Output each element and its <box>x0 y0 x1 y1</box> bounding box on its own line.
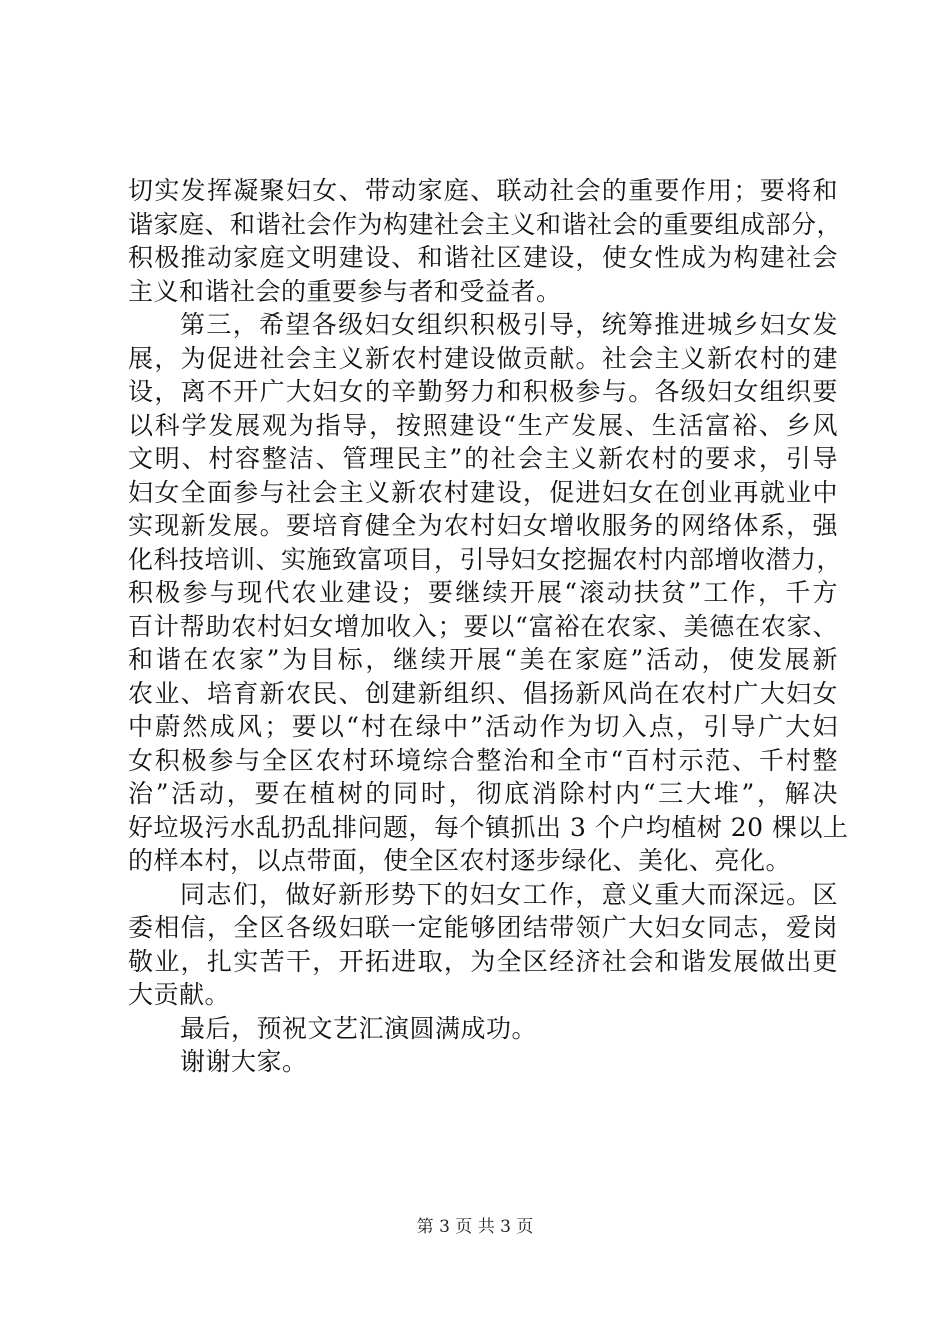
text-line: 实现新发展。要培育健全为农村妇女增收服务的网络体系，强 <box>128 511 838 540</box>
text-line: 以科学发展观为指导，按照建设“生产发展、生活富裕、乡风 <box>128 410 838 440</box>
paragraph-start-line: 最后，预祝文艺汇演圆满成功。 <box>180 1013 538 1043</box>
text-line: 的样本村，以点带面，使全区农村逐步绿化、美化、亮化。 <box>128 846 792 875</box>
text-line: 委相信，全区各级妇联一定能够团结带领广大妇女同志，爱岗 <box>128 913 838 942</box>
text-line: 女积极参与全区农村环境综合整治和全市“百村示范、千村整 <box>128 745 838 775</box>
page-footer <box>0 1216 950 1238</box>
text-line: 中蔚然成风；要以“村在绿中”活动作为切入点，引导广大妇 <box>128 712 838 741</box>
paragraph-start-line: 第三，希望各级妇女组织积极引导，统筹推进城乡妇女发 <box>180 310 838 339</box>
text-line: 谐家庭、和谐社会作为构建社会主义和谐社会的重要组成部分， <box>128 209 843 239</box>
document-body <box>128 174 849 1079</box>
text-line: 农业、培育新农民、创建新组织、倡扬新风尚在农村广大妇女 <box>128 678 838 708</box>
paragraph-start-line: 同志们，做好新形势下的妇女工作，意义重大而深远。区 <box>180 879 838 909</box>
page-number-label: 第 3 页 共 3 页 <box>416 1217 534 1237</box>
text-line: 大贡献。 <box>128 980 231 1009</box>
paragraph-start-line: 谢谢大家。 <box>180 1047 308 1076</box>
text-line: 治”活动，要在植树的同时，彻底消除村内“三大堆”，解决 <box>128 779 838 808</box>
text-line: 化科技培训、实施致富项目，引导妇女挖掘农村内部增收潜力， <box>128 544 843 574</box>
text-line: 敬业，扎实苦干，开拓进取，为全区经济社会和谐发展做出更 <box>128 946 838 976</box>
text-line: 文明、村容整洁、管理民主”的社会主义新农村的要求，引导 <box>128 444 838 473</box>
text-line: 百计帮助农村妇女增加收入；要以“富裕在农家、美德在农家、 <box>128 611 838 641</box>
text-line: 积极推动家庭文明建设、和谐社区建设，使女性成为构建社会 <box>128 243 838 272</box>
text-line: 积极参与现代农业建设；要继续开展“滚动扶贫”工作，千方 <box>128 578 838 607</box>
text-line: 妇女全面参与社会主义新农村建设，促进妇女在创业再就业中 <box>128 477 838 507</box>
text-line: 切实发挥凝聚妇女、带动家庭、联动社会的重要作用；要将和 <box>128 176 838 205</box>
text-line: 主义和谐社会的重要参与者和受益者。 <box>128 276 562 306</box>
text-line: 好垃圾污水乱扔乱排问题，每个镇抓出 3 个户均植树 20 棵以上 <box>128 812 849 842</box>
text-line: 和谐在农家”为目标，继续开展“美在家庭”活动，使发展新 <box>128 645 838 674</box>
text-line: 设，离不开广大妇女的辛勤努力和积极参与。各级妇女组织要 <box>128 377 838 406</box>
text-line: 展，为促进社会主义新农村建设做贡献。社会主义新农村的建 <box>128 343 838 373</box>
